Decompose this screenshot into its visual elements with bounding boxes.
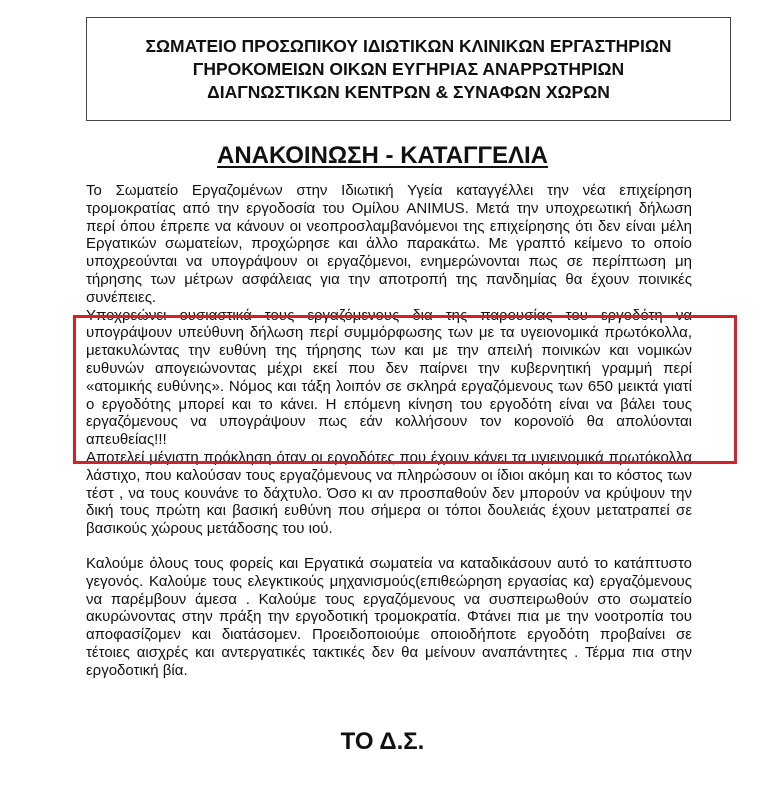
paragraph-2-highlighted: Υποχρεώνει ουσιαστικά τους εργαζόμενους δια της παρουσίας του εργοδότη να υπογράψουν υπεύθυνη δήλωση περί συμμόρφωσης των με τα υγειονομικά πρωτόκολλα, μετακυλώντας την ευθύνη της τήρησης των και με την απειλή ποινικών και νομικών ευθυνών απογειώνοντας μέχρι εκεί που δεν παίρνει την κυβερνητική γραμμή περί «ατομικής ευθύνης». Νόμος και τάξη λοιπόν σε σκληρά εργαζόμενους των 650 μεικτά γιατί ο εργοδότης μπορεί και το κάνει. Η επόμενη κίνηση του εργοδότη είναι να βάλει τους εργαζόμενους να υπογράψουν πως εάν κολλήσουν τον κορονοϊό θα απολύονται απευθείας!!! — [86, 306, 692, 449]
paragraph-gap — [86, 538, 692, 555]
paragraph-3: Αποτελεί μέγιστη πρόκληση όταν οι εργοδότες που έχουν κάνει τα υγιεινομικά πρωτόκολλα λάστιχο, που καλούσαν τους εργαζόμενους να πληρώσουν οι ίδιοι ακόμη και το κόστος των τέστ , να τους κουνάνε το δάχτυλο. Όσο κι αν προσπαθούν δεν μπορούν να κρύψουν την δική τους πρώτη και βασική ευθύνη που σήμερα οι τόποι δουλειάς έχουν μετατραπεί σε βασικούς χώρους μετάδοσης του ιού. — [86, 448, 692, 538]
header-line-3: ΔΙΑΓΝΩΣΤΙΚΩΝ ΚΕΝΤΡΩΝ & ΣΥΝΑΦΩΝ ΧΩΡΩΝ — [207, 81, 610, 102]
header-line-1: ΣΩΜΑΤΕΙΟ ΠΡΟΣΩΠΙΚΟΥ ΙΔΙΩΤΙΚΩΝ ΚΛΙΝΙΚΩΝ ΕΡΓΑΣΤΗΡΙΩΝ — [145, 35, 672, 56]
announcement-title — [0, 140, 765, 172]
announcement-body — [86, 182, 692, 680]
union-header-box — [86, 17, 731, 121]
signature-board: ΤΟ Δ.Σ. — [340, 728, 425, 755]
header-line-2: ΓΗΡΟΚΟΜΕΙΩΝ ΟΙΚΩΝ ΕΥΓΗΡΙΑΣ ΑΝΑΡΡΩΤΗΡΙΩΝ — [192, 58, 625, 79]
announcement-title-text: ΑΝΑΚΟΙΝΩΣΗ - ΚΑΤΑΓΓΕΛΙΑ — [217, 142, 548, 169]
paragraph-1: Το Σωματείο Εργαζομένων στην Ιδιωτική Υγεία καταγγέλλει την νέα επιχείρηση τρομοκρατίας από την εργοδοσία του Ομίλου ANIMUS. Μετά την υποχρεωτική δήλωση περί όπου έπρεπε να κάνουν οι νεοπροσλαμβανόμενοι της επιχείρησης ότι δεν είναι μέλη Εργατικών σωματείων, προχώρησε και άλλο παρακάτω. Με γραπτό κείμενο το οποίο υποχρεούνται να υπογράψουν οι εργαζόμενοι, ενημερώνονται πως σε περίπτωση μη τήρησης των μέτρων ασφάλειας για την αποτροπή της πανδημίας θα έχουν ποινικές συνέπειες. — [86, 182, 692, 306]
paragraph-4: Καλούμε όλους τους φορείς και Εργατικά σωματεία να καταδικάσουν αυτό το κατάπτυστο γεγονός. Καλούμε τους ελεγκτικούς μηχανισμούς(επιθεώρηση εργασίας κα) εργαζόμενους να παρέμβουν άμεσα . Καλούμε τους εργαζόμενους να συσπειρωθούν στο σωματείο ακυρώνοντας στην πράξη την εργοδοτική τρομοκρατία. Φτάνει πια με την νοοτροπία του αποφασίζομεν και διατάσομεν. Προειδοποιούμε οποιοδήποτε εργοδότη προβαίνει σε τέτοιες αισχρές και αντεργατικές τακτικές δεν θα μείνουν αναπάντητες . Τέρμα πια στην εργοδοτική βία. — [86, 554, 692, 679]
